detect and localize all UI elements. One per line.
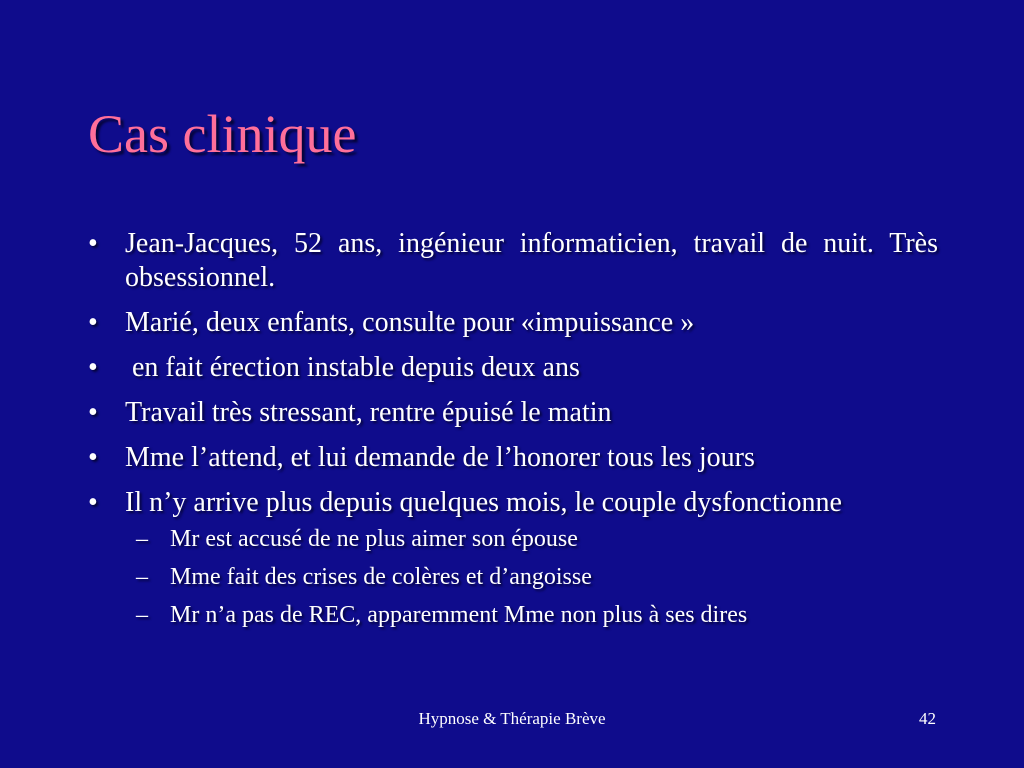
- sub-item-text: Mme fait des crises de colères et d’angoisse: [170, 564, 592, 590]
- sub-marker: –: [136, 564, 148, 590]
- sub-item: [88, 600, 938, 630]
- bullet-text: Marié, deux enfants, consulte pour «impuissance »: [125, 307, 695, 338]
- sub-marker: –: [136, 602, 148, 628]
- bullet-marker: •: [88, 487, 98, 518]
- bullet-marker: •: [88, 228, 98, 259]
- bullet-marker: •: [88, 442, 98, 473]
- bullet-item: [88, 441, 938, 475]
- bullet-marker: •: [88, 307, 98, 338]
- slide-footer: Hypnose & Thérapie Brève: [418, 709, 606, 728]
- slide-title: Cas clinique: [88, 104, 357, 164]
- bullet-text: Il n’y arrive plus depuis quelques mois, le couple dysfonctionne: [125, 487, 842, 518]
- bullet-marker: •: [88, 352, 98, 383]
- sub-item-text: Mr n’a pas de REC, apparemment Mme non plus à ses dires: [170, 602, 748, 628]
- bullet-text: Jean-Jacques, 52 ans, ingénieur informaticien, travail de nuit. Très obsessionnel.: [125, 228, 938, 293]
- bullet-list: [88, 227, 938, 638]
- bullet-text: en fait érection instable depuis deux ans: [125, 352, 580, 383]
- bullet-text: Travail très stressant, rentre épuisé le matin: [125, 397, 612, 428]
- sub-item: [88, 524, 938, 554]
- sub-item: [88, 562, 938, 592]
- bullet-item: [88, 396, 938, 430]
- sub-marker: –: [136, 526, 148, 552]
- bullet-item: [88, 486, 938, 520]
- sub-item-text: Mr est accusé de ne plus aimer son épouse: [170, 526, 578, 552]
- sub-list: [88, 524, 938, 630]
- bullet-marker: •: [88, 397, 98, 428]
- page-number: 42: [919, 709, 936, 728]
- bullet-item: [88, 351, 938, 385]
- bullet-text: Mme l’attend, et lui demande de l’honorer tous les jours: [125, 442, 755, 473]
- bullet-item: [88, 227, 938, 295]
- sub-list-container: [88, 524, 938, 630]
- bullet-item: [88, 306, 938, 340]
